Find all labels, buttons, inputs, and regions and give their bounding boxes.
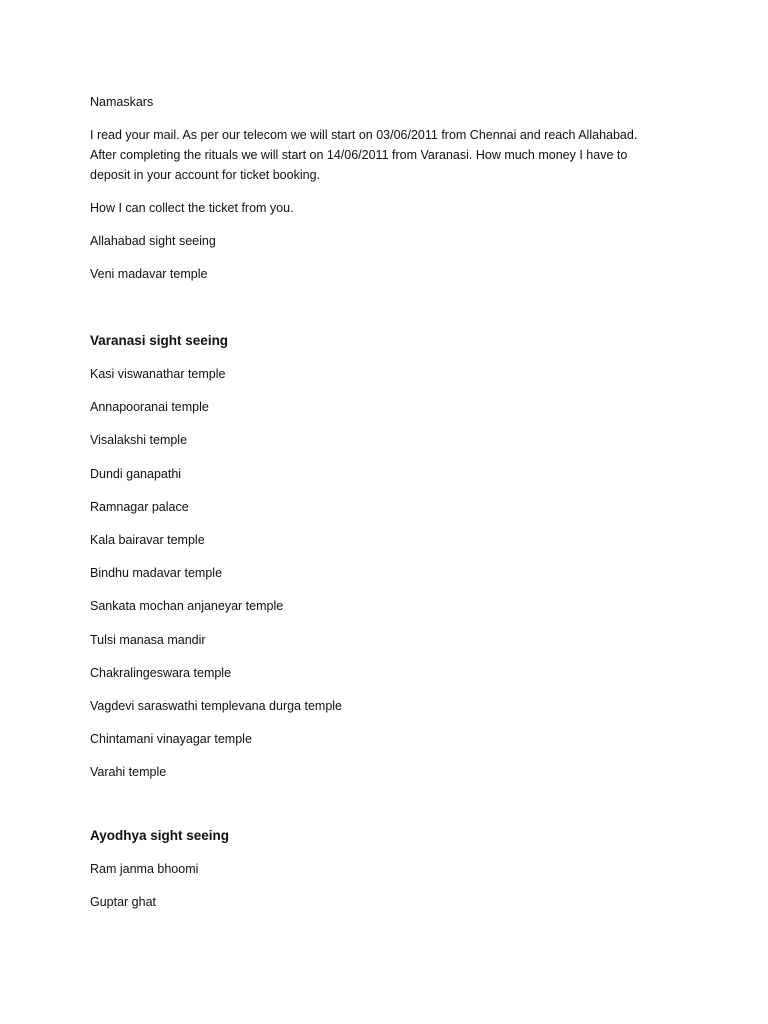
intro-paragraph <box>90 125 680 185</box>
allahabad-heading: Allahabad sight seeing <box>90 234 216 248</box>
ticket-question: How I can collect the ticket from you. <box>90 201 294 215</box>
ayodhya-heading: Ayodhya sight seeing <box>90 828 230 843</box>
list-item: Ramnagar palace <box>90 499 189 514</box>
list-item: Varahi temple <box>90 765 167 780</box>
varanasi-heading: Varanasi sight seeing <box>90 333 229 348</box>
list-item: Sankata mochan anjaneyar temple <box>90 599 284 614</box>
list-item: Annapooranai temple <box>90 400 209 415</box>
greeting: Namaskars <box>90 95 154 109</box>
paragraph-line: After completing the rituals we will start on 14/06/2011 from Varanasi. How much money I have to <box>90 148 628 162</box>
list-item: Tulsi manasa mandir <box>90 632 206 647</box>
paragraph-line: I read your mail. As per our telecom we will start on 03/06/2011 from Chennai and reach Allahabad. <box>90 128 638 142</box>
list-item: Kasi viswanathar temple <box>90 367 226 381</box>
paragraph-line: deposit in your account for ticket booking. <box>90 168 320 182</box>
list-item: Vagdevi saraswathi templevana durga temple <box>90 698 342 713</box>
ayodhya-list <box>90 859 198 925</box>
list-item: Guptar ghat <box>90 895 157 910</box>
list-item: Kala bairavar temple <box>90 532 205 547</box>
list-item: Chintamani vinayagar temple <box>90 732 252 747</box>
list-item: Visalakshi temple <box>90 433 188 448</box>
list-item: Bindhu madavar temple <box>90 566 223 581</box>
allahabad-item: Veni madavar temple <box>90 267 208 281</box>
list-item: Chakralingeswara temple <box>90 665 232 680</box>
list-item: Ram janma bhoomi <box>90 862 199 876</box>
varanasi-list <box>90 364 342 795</box>
list-item: Dundi ganapathi <box>90 466 182 481</box>
